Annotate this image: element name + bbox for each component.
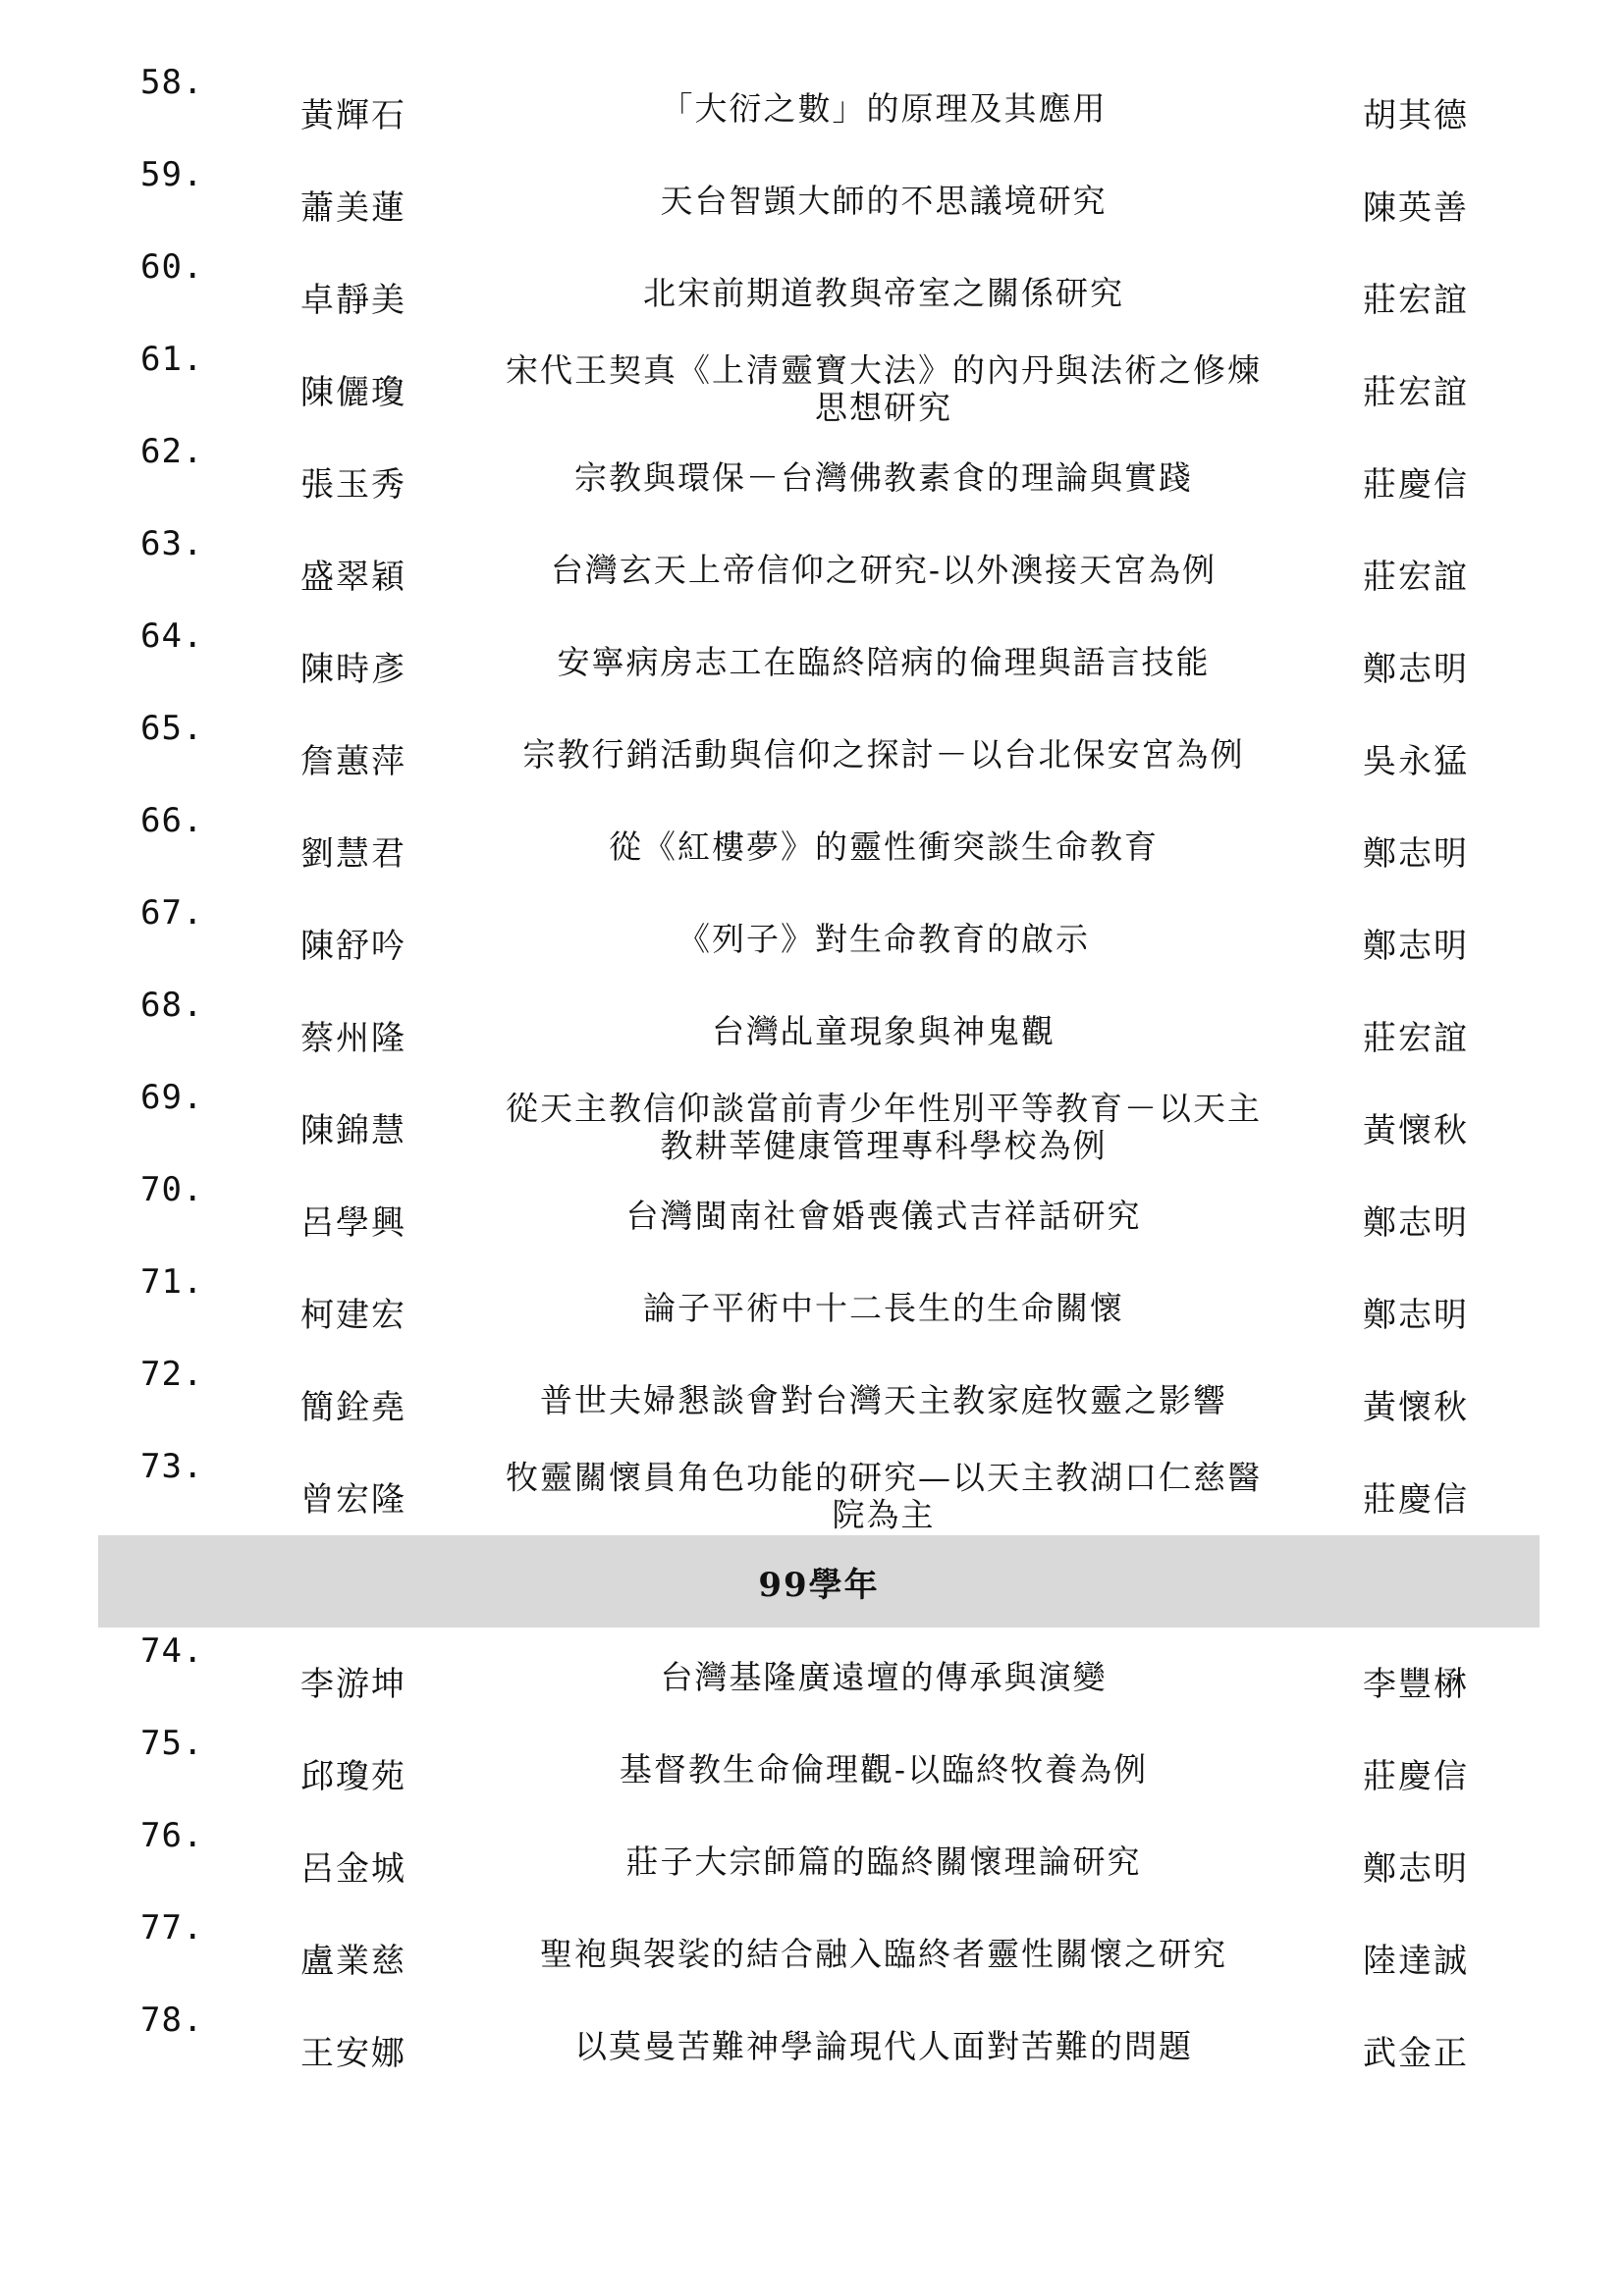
advisor-name: 莊宏誼 — [1363, 372, 1469, 412]
author-name: 李游坤 — [300, 1664, 406, 1704]
thesis-title: 從《紅樓夢》的靈性衝突談生命教育 — [609, 827, 1159, 866]
thesis-title: 宗教與環保－台灣佛教素食的理論與實踐 — [574, 457, 1193, 497]
row-number: 73. — [140, 1447, 204, 1486]
row-number: 77. — [140, 1908, 204, 1948]
thesis-title: 以莫曼苦難神學論現代人面對苦難的問題 — [574, 2026, 1193, 2065]
thesis-list — [0, 59, 1624, 2089]
row-number: 61. — [140, 340, 204, 379]
author-name: 蕭美蓮 — [300, 187, 406, 228]
thesis-title: 天台智顗大師的不思議境研究 — [660, 181, 1108, 220]
thesis-row — [0, 1443, 1624, 1535]
thesis-title: 聖袍與袈裟的結合融入臨終者靈性關懷之研究 — [540, 1934, 1227, 1973]
row-number: 63. — [140, 524, 204, 563]
advisor-name: 胡其德 — [1363, 95, 1469, 135]
row-number: 67. — [140, 893, 204, 933]
author-name: 呂金城 — [300, 1848, 406, 1889]
thesis-row — [0, 59, 1624, 151]
row-number: 76. — [140, 1816, 204, 1855]
thesis-title: 莊子大宗師篇的臨終關懷理論研究 — [625, 1842, 1142, 1881]
thesis-title: 台灣閩南社會婚喪儀式吉祥話研究 — [625, 1196, 1142, 1235]
advisor-name: 莊慶信 — [1363, 1479, 1469, 1520]
advisor-name: 莊宏誼 — [1363, 280, 1469, 320]
advisor-name: 鄭志明 — [1363, 1202, 1469, 1243]
thesis-row — [0, 1074, 1624, 1166]
author-name: 柯建宏 — [300, 1295, 406, 1335]
thesis-title: 宗教行銷活動與信仰之探討－以台北保安宮為例 — [522, 734, 1245, 774]
advisor-name: 莊宏誼 — [1363, 1018, 1469, 1058]
thesis-title: 台灣玄天上帝信仰之研究-以外澳接天宮為例 — [550, 550, 1218, 589]
row-number: 75. — [140, 1724, 204, 1763]
academic-year-header — [98, 1535, 1540, 1628]
row-number: 60. — [140, 247, 204, 287]
row-number: 58. — [140, 63, 204, 102]
row-number: 59. — [140, 155, 204, 194]
author-name: 曾宏隆 — [300, 1479, 406, 1520]
row-number: 68. — [140, 986, 204, 1025]
advisor-name: 黃懷秋 — [1363, 1387, 1469, 1427]
thesis-row — [0, 1258, 1624, 1351]
thesis-row — [0, 889, 1624, 982]
thesis-title: 台灣乩童現象與神鬼觀 — [712, 1011, 1056, 1050]
advisor-name: 武金正 — [1363, 2033, 1469, 2073]
thesis-title: 「大衍之數」的原理及其應用 — [660, 88, 1108, 128]
advisor-name: 鄭志明 — [1363, 926, 1469, 966]
author-name: 蔡州隆 — [300, 1018, 406, 1058]
thesis-row — [0, 151, 1624, 243]
advisor-name: 李豐楙 — [1363, 1664, 1469, 1704]
row-number: 66. — [140, 801, 204, 840]
author-name: 陳時彥 — [300, 649, 406, 689]
author-name: 盛翠穎 — [300, 557, 406, 597]
advisor-name: 陳英善 — [1363, 187, 1469, 228]
thesis-title: 牧靈關懷員角色功能的研究—以天主教湖口仁慈醫院為主 — [506, 1458, 1262, 1534]
advisor-name: 莊慶信 — [1363, 1756, 1469, 1796]
author-name: 張玉秀 — [300, 464, 406, 505]
academic-year-label: 99學年 — [758, 1565, 880, 1605]
advisor-name: 鄭志明 — [1363, 1295, 1469, 1335]
row-number: 71. — [140, 1262, 204, 1302]
thesis-title: 北宋前期道教與帝室之關係研究 — [643, 273, 1124, 312]
row-number: 70. — [140, 1170, 204, 1209]
thesis-list-part2 — [0, 1628, 1624, 2089]
thesis-row — [0, 520, 1624, 613]
author-name: 詹蕙萍 — [300, 741, 406, 781]
thesis-title: 論子平術中十二長生的生命關懷 — [643, 1288, 1124, 1327]
thesis-row — [0, 1997, 1624, 2089]
thesis-row — [0, 428, 1624, 520]
author-name: 黃輝石 — [300, 95, 406, 135]
author-name: 盧業慈 — [300, 1941, 406, 1981]
row-number: 65. — [140, 709, 204, 748]
thesis-list-part1 — [0, 59, 1624, 1535]
advisor-name: 陸達誠 — [1363, 1941, 1469, 1981]
advisor-name: 莊宏誼 — [1363, 557, 1469, 597]
thesis-title: 《列子》對生命教育的啟示 — [677, 919, 1090, 958]
advisor-name: 吳永猛 — [1363, 741, 1469, 781]
thesis-title: 從天主教信仰談當前青少年性別平等教育－以天主教耕莘健康管理專科學校為例 — [506, 1089, 1262, 1165]
row-number: 74. — [140, 1631, 204, 1671]
thesis-row — [0, 1166, 1624, 1258]
row-number: 62. — [140, 432, 204, 471]
thesis-row — [0, 1351, 1624, 1443]
thesis-row — [0, 982, 1624, 1074]
row-number: 69. — [140, 1078, 204, 1117]
thesis-row — [0, 1904, 1624, 1997]
thesis-row — [0, 705, 1624, 797]
advisor-name: 鄭志明 — [1363, 1848, 1469, 1889]
thesis-row — [0, 1720, 1624, 1812]
advisor-name: 黃懷秋 — [1363, 1110, 1469, 1150]
thesis-title: 基督教生命倫理觀-以臨終牧養為例 — [619, 1749, 1149, 1789]
author-name: 陳舒吟 — [300, 926, 406, 966]
thesis-title: 台灣基隆廣遠壇的傳承與演變 — [660, 1657, 1108, 1696]
row-number: 64. — [140, 616, 204, 656]
thesis-title: 宋代王契真《上清靈寶大法》的內丹與法術之修煉思想研究 — [506, 350, 1262, 427]
thesis-row — [0, 336, 1624, 428]
thesis-title: 普世夫婦懇談會對台灣天主教家庭牧靈之影響 — [540, 1380, 1227, 1419]
author-name: 陳儷瓊 — [300, 372, 406, 412]
advisor-name: 鄭志明 — [1363, 833, 1469, 874]
row-number: 78. — [140, 2001, 204, 2040]
thesis-row — [0, 613, 1624, 705]
author-name: 簡銓堯 — [300, 1387, 406, 1427]
thesis-title: 安寧病房志工在臨終陪病的倫理與語言技能 — [557, 642, 1211, 681]
author-name: 卓靜美 — [300, 280, 406, 320]
author-name: 邱瓊苑 — [300, 1756, 406, 1796]
author-name: 陳錦慧 — [300, 1110, 406, 1150]
thesis-row — [0, 1812, 1624, 1904]
thesis-row — [0, 797, 1624, 889]
author-name: 王安娜 — [300, 2033, 406, 2073]
advisor-name: 鄭志明 — [1363, 649, 1469, 689]
author-name: 呂學興 — [300, 1202, 406, 1243]
thesis-row — [0, 243, 1624, 336]
thesis-row — [0, 1628, 1624, 1720]
row-number: 72. — [140, 1355, 204, 1394]
author-name: 劉慧君 — [300, 833, 406, 874]
advisor-name: 莊慶信 — [1363, 464, 1469, 505]
